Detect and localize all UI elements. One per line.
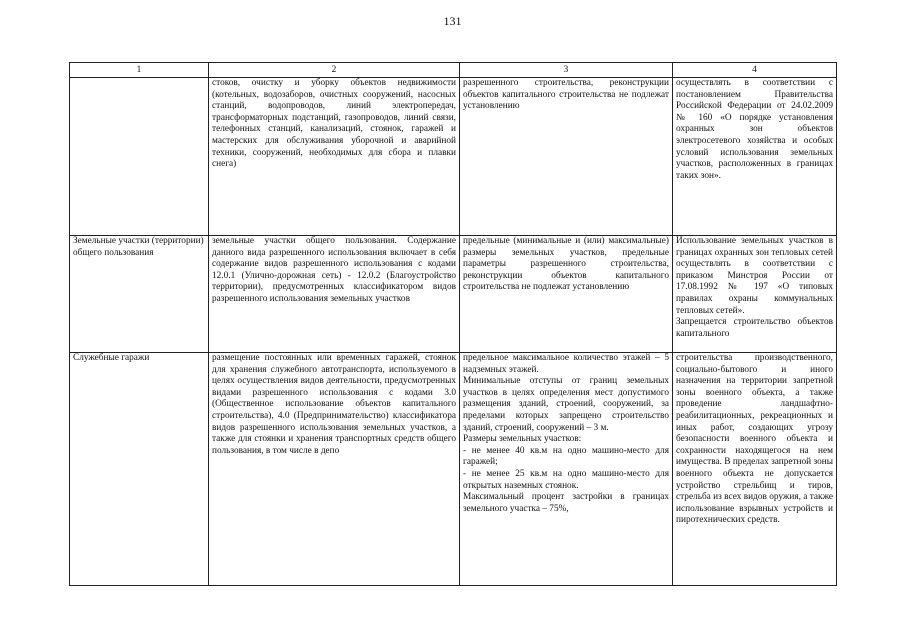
permitted-use-name: Земельные участки (территории) общего пользования: [70, 236, 209, 353]
parameter-line: - не менее 25 кв.м на одно машино-место для открытых наземных стоянок.: [463, 468, 669, 491]
permitted-use-description: земельные участки общего пользования. Содержание данного вида разрешенного использования включает в себя содержание видов разрешенного использования с кодами 12.0.1 (Улично-дорожная сеть) - 12.0.2 (Благоустройство территории), предусмотренных классификатором видов разрешенного использования земельных участков: [209, 236, 460, 353]
column-number-2: 2: [209, 63, 460, 78]
restrictions-cell: Использование земельных участков в границах охранных зон тепловых сетей осуществлять в соответствии с приказом Минстроя России от 17.08.1992 № 197 «О типовых правилах охраны коммунальных тепловых сетей». Запрещается строительство объектов капитального: [673, 236, 837, 353]
table-row: [70, 353, 837, 586]
permitted-use-name: [70, 78, 209, 236]
parameter-line: Размеры земельных участков:: [463, 434, 582, 445]
parameter-line: Минимальные отступы от границ земельных участков в целях определения мест допустимого размещения зданий, строений, сооружений, за пределами которых запрещено строительство зданий, строений, сооружений – 3 м.: [463, 376, 669, 433]
page-number: 131: [443, 14, 462, 28]
parameters-cell: разрешенного строительства, реконструкции объектов капитального строительства не подлежат установлению: [460, 78, 673, 236]
regulations-table: [69, 62, 837, 586]
permitted-use-name: Служебные гаражи: [70, 353, 209, 586]
restrictions-cell: осуществлять в соответствии с постановлением Правительства Российской Федерации от 24.02.2009 № 160 «О порядке установления охранных зон объектов электросетевого хозяйства и особых условий использования земельных участков, расположенных в границах таких зон».: [673, 78, 837, 236]
parameters-cell: [460, 353, 673, 586]
parameters-cell: предельные (минимальные и (или) максимальные) размеры земельных участков, предельные параметры разрешенного строительства, реконструкции объектов капитального строительства не подлежат установлению: [460, 236, 673, 353]
column-number-4: 4: [673, 63, 837, 78]
restrictions-cell: строительства производственного, социально-бытового и иного назначения на территории запретной зоны военного объекта, а также проведение ландшафтно-реабилитационных, рекреационных и иных работ, создающих угрозу безопасности военного объекта и сохранности находящегося на нем имущества. В пределах запретной зоны военного объекта не допускается устройство стрельбищ и тиров, стрельба из всех видов оружия, а также использование взрывных устройств и пиротехнических средств.: [673, 353, 837, 586]
table-row: [70, 236, 837, 353]
column-number-3: 3: [460, 63, 673, 78]
permitted-use-description: размещение постоянных или временных гаражей, стоянок для хранения служебного автотранспорта, используемого в целях осуществления видов деятельности, предусмотренных видами разрешенного использования с кодами 3.0 (Общественное использование объектов капитального строительства), 4.0 (Предпринимательство) классификатора видов разрешенного использования земельных участков, а также для стоянки и хранения транспортных средств общего пользования, в том числе в депо: [209, 353, 460, 586]
column-number-1: 1: [70, 63, 209, 78]
table-header-row: [70, 63, 837, 78]
table-row: [70, 78, 837, 236]
parameter-line: предельное максимальное количество этажей – 5 надземных этажей.: [463, 353, 669, 375]
parameter-line: Максимальный процент застройки в границах земельного участка – 75%,: [463, 492, 669, 514]
parameter-line: - не менее 40 кв.м на одно машино-место для гаражей;: [463, 445, 669, 468]
permitted-use-description: стоков, очистку и уборку объектов недвижимости (котельных, водозаборов, очистных сооружений, насосных станций, водопроводов, линий электропередач, трансформаторных подстанций, газопроводов, линий связи, телефонных станций, канализаций, стоянок, гаражей и мастерских для обслуживания уборочной и аварийной техники, сооружений, необходимых для сбора и плавки снега): [209, 78, 460, 236]
